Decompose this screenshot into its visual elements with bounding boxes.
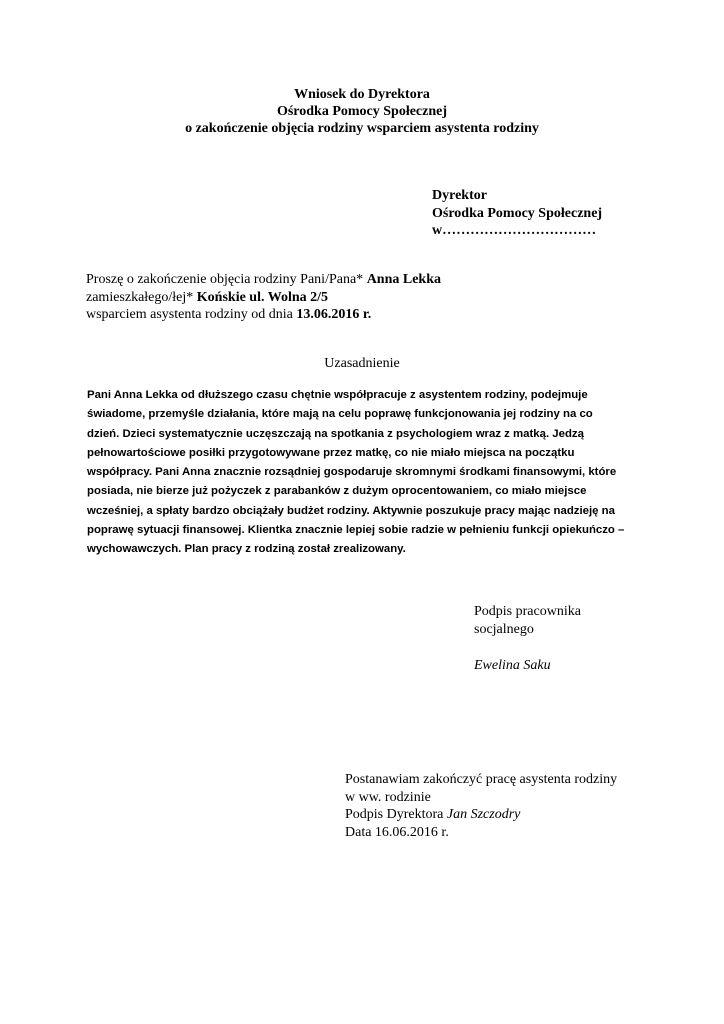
person-name: Anna Lekka [366,272,441,287]
justification-line: wychowawczych. Plan pracy z rodziną został zrealizowany. [87,543,406,556]
justification-line: współpracy. Pani Anna znacznie rozsądniej gospodaruje skromnymi środkami finansowymi, które [87,466,617,479]
justification-line: świadome, przemyśle działania, które mają na celu poprawę funkcjonowania jej rodziny na co [87,408,593,421]
request-line-3-text: wsparciem asystenta rodziny od dnia [86,307,297,322]
addressee-block [432,187,602,240]
document-title [0,86,724,137]
social-worker-signature [474,603,581,675]
justification-line: dzień. Dzieci systematycznie uczęszczają na spotkania z psychologiem wraz z matką. Jedzą [87,427,584,440]
signature-label-line-1: Podpis pracownika [474,604,581,619]
request-line-1 [86,271,441,289]
title-line-1: Wniosek do Dyrektora [294,87,430,102]
social-worker-name: Ewelina Saku [474,658,551,673]
decision-line-1: Postanawiam zakończyć pracę asystenta rodziny [345,772,618,787]
decision-line-2: w ww. rodzinie [345,789,431,805]
decision-date: Data 16.06.2016 r. [345,824,449,840]
director-signature-label: Podpis Dyrektora [345,807,447,822]
justification-line: wcześniej, a spłaty bardzo obciążały budżet rodziny. Aktywnie poszukuje pracy mając nadzieję na [87,504,615,517]
start-date: 13.06.2016 r. [296,307,372,322]
director-decision [345,771,617,841]
director-name: Jan Szczodry [446,807,521,822]
request-line-2 [86,289,441,307]
addressee-line-1: Dyrektor [432,188,487,203]
title-line-3: o zakończenie objęcia rodziny wsparciem asystenta rodziny [185,121,539,136]
justification-line: Pani Anna Lekka od dłuższego czasu chętnie współpracuje z asystentem rodziny, podejmuje [87,389,588,401]
request-line-3 [86,306,441,324]
request-line-1-text: Proszę o zakończenie objęcia rodziny Pani/Pana* [86,272,367,287]
request-line-2-text: zamieszkałego/łej* [86,289,197,305]
justification-text [87,386,647,560]
request-block [86,271,441,324]
justification-line: poprawę sytuacji finansowej. Klientka znacznie lepiej sobie radzie w pełnieniu funkcji opiekuńczo – [87,524,625,537]
justification-line: pełnowartościowe posiłki przygotowywane przez matkę, co nie miało miejsca na początku [87,446,575,459]
signature-label-line-2: socjalnego [474,621,534,637]
justification-line: posiada, nie bierze już pożyczek z parabanków z dużym oprocentowaniem, co miało miejsce [87,485,587,498]
addressee-line-2: Ośrodka Pomocy Społecznej [432,205,603,221]
decision-line-3 [345,806,617,824]
addressee-line-3: w…………………………… [432,223,597,238]
address: Końskie ul. Wolna 2/5 [196,289,329,305]
title-line-2: Ośrodka Pomocy Społecznej [276,104,448,119]
justification-heading: Uzasadnienie [324,356,400,371]
